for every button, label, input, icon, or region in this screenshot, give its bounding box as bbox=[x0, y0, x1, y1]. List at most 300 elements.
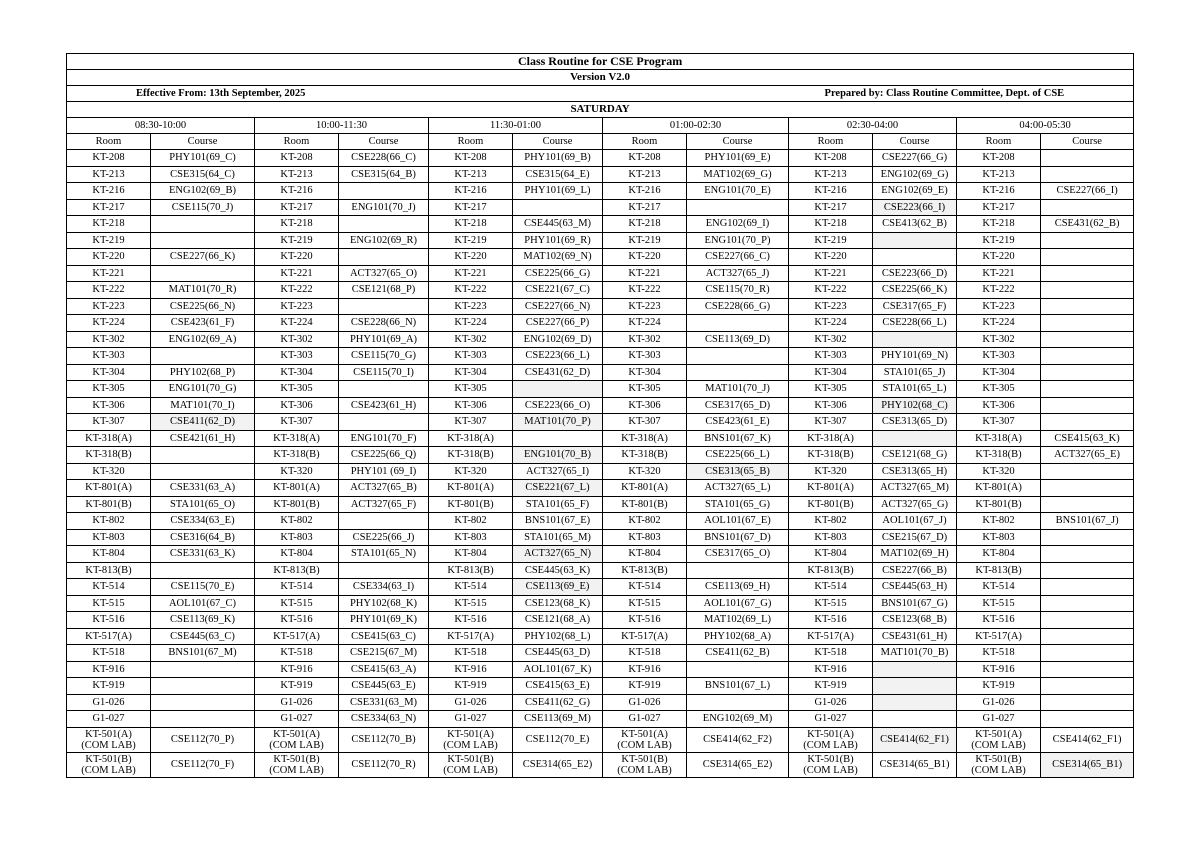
room-cell: KT-801(B) bbox=[789, 496, 873, 513]
room-cell: KT-802 bbox=[789, 513, 873, 530]
course-cell: CSE445(63_C) bbox=[151, 628, 255, 645]
course-cell: STA101(65_G) bbox=[687, 496, 789, 513]
course-cell: PHY101(69_E) bbox=[687, 150, 789, 167]
course-cell: CSE415(63_A) bbox=[339, 661, 429, 678]
course-cell: CSE228(66_L) bbox=[873, 315, 957, 332]
table-row bbox=[67, 199, 1134, 216]
room-cell: KT-222 bbox=[957, 282, 1041, 299]
course-cell: CSE445(63_H) bbox=[873, 579, 957, 596]
room-cell: KT-303 bbox=[67, 348, 151, 365]
course-cell: CSE317(65_F) bbox=[873, 298, 957, 315]
course-cell: CSE414(62_F1) bbox=[1041, 727, 1134, 752]
course-cell: AOL101(67_G) bbox=[687, 595, 789, 612]
course-cell: CSE411(62_D) bbox=[151, 414, 255, 431]
course-cell: CSE228(66_G) bbox=[687, 298, 789, 315]
table-row bbox=[67, 397, 1134, 414]
course-cell: CSE113(69_D) bbox=[687, 331, 789, 348]
room-cell: KT-216 bbox=[67, 183, 151, 200]
course-cell: ACT327(65_I) bbox=[513, 463, 603, 480]
room-cell: KT-802 bbox=[603, 513, 687, 530]
room-cell: KT-919 bbox=[67, 678, 151, 695]
room-cell: KT-222 bbox=[255, 282, 339, 299]
room-cell: KT-813(B) bbox=[957, 562, 1041, 579]
course-cell bbox=[1041, 463, 1134, 480]
room-cell: KT-802 bbox=[255, 513, 339, 530]
course-cell bbox=[151, 711, 255, 728]
course-cell bbox=[873, 232, 957, 249]
course-cell bbox=[151, 562, 255, 579]
course-cell bbox=[513, 199, 603, 216]
room-cell: KT-515 bbox=[603, 595, 687, 612]
course-column-header: Course bbox=[1041, 134, 1134, 150]
course-cell bbox=[1041, 612, 1134, 629]
room-cell: KT-304 bbox=[67, 364, 151, 381]
room-cell: KT-223 bbox=[957, 298, 1041, 315]
table-row bbox=[67, 579, 1134, 596]
course-cell: PHY101 (69_I) bbox=[339, 463, 429, 480]
course-cell: CSE112(70_P) bbox=[151, 727, 255, 752]
course-cell bbox=[687, 315, 789, 332]
room-cell: KT-804 bbox=[255, 546, 339, 563]
room-cell: KT-224 bbox=[789, 315, 873, 332]
room-cell: KT-517(A) bbox=[603, 628, 687, 645]
course-cell: PHY101(69_R) bbox=[513, 232, 603, 249]
course-cell bbox=[1041, 199, 1134, 216]
course-cell: CSE431(62_B) bbox=[1041, 216, 1134, 233]
room-cell: KT-302 bbox=[603, 331, 687, 348]
course-cell: CSE445(63_M) bbox=[513, 216, 603, 233]
course-cell: CSE113(69_K) bbox=[151, 612, 255, 629]
course-cell bbox=[1041, 546, 1134, 563]
course-cell bbox=[873, 694, 957, 711]
room-cell: KT-320 bbox=[957, 463, 1041, 480]
course-cell bbox=[1041, 579, 1134, 596]
course-cell bbox=[513, 381, 603, 398]
course-cell bbox=[513, 430, 603, 447]
time-slot-header: 01:00-02:30 bbox=[603, 118, 789, 134]
course-cell: CSE313(65_B) bbox=[687, 463, 789, 480]
room-cell: KT-219 bbox=[67, 232, 151, 249]
room-cell: KT-218 bbox=[429, 216, 513, 233]
course-cell: STA101(65_M) bbox=[513, 529, 603, 546]
room-cell: KT-514 bbox=[789, 579, 873, 596]
room-column-header: Room bbox=[789, 134, 873, 150]
room-cell: KT-219 bbox=[603, 232, 687, 249]
room-cell: KT-208 bbox=[255, 150, 339, 167]
table-row bbox=[67, 447, 1134, 464]
room-cell: KT-517(A) bbox=[67, 628, 151, 645]
room-column-header: Room bbox=[429, 134, 513, 150]
room-cell: KT-217 bbox=[789, 199, 873, 216]
room-cell: KT-919 bbox=[789, 678, 873, 695]
room-cell: KT-803 bbox=[957, 529, 1041, 546]
room-cell: KT-916 bbox=[255, 661, 339, 678]
course-column-header: Course bbox=[339, 134, 429, 150]
course-cell bbox=[1041, 315, 1134, 332]
course-cell bbox=[1041, 150, 1134, 167]
course-cell: CSE334(63_N) bbox=[339, 711, 429, 728]
course-column-header: Course bbox=[513, 134, 603, 150]
room-cell: KT-220 bbox=[255, 249, 339, 266]
course-cell: AOL101(67_E) bbox=[687, 513, 789, 530]
room-cell: KT-516 bbox=[957, 612, 1041, 629]
room-cell: KT-518 bbox=[255, 645, 339, 662]
course-cell: CSE331(63_K) bbox=[151, 546, 255, 563]
table-row bbox=[67, 661, 1134, 678]
course-cell: CSE221(67_C) bbox=[513, 282, 603, 299]
course-cell: ACT327(65_F) bbox=[339, 496, 429, 513]
room-cell: KT-223 bbox=[789, 298, 873, 315]
room-cell: KT-302 bbox=[957, 331, 1041, 348]
room-cell: KT-514 bbox=[957, 579, 1041, 596]
course-cell: CSE414(62_F2) bbox=[687, 727, 789, 752]
course-cell: CSE115(70_R) bbox=[687, 282, 789, 299]
course-cell bbox=[151, 265, 255, 282]
room-cell: KT-803 bbox=[67, 529, 151, 546]
course-cell: CSE215(67_M) bbox=[339, 645, 429, 662]
course-cell: CSE314(65_E2) bbox=[687, 752, 789, 777]
course-cell: CSE123(68_K) bbox=[513, 595, 603, 612]
room-cell: KT-303 bbox=[429, 348, 513, 365]
room-cell: KT-213 bbox=[957, 166, 1041, 183]
room-cell: KT-501(A) (COM LAB) bbox=[67, 727, 151, 752]
table-row bbox=[67, 529, 1134, 546]
course-cell: ACT327(65_N) bbox=[513, 546, 603, 563]
course-cell: ACT327(65_G) bbox=[873, 496, 957, 513]
room-cell: KT-302 bbox=[255, 331, 339, 348]
room-cell: KT-516 bbox=[67, 612, 151, 629]
room-cell: KT-303 bbox=[957, 348, 1041, 365]
room-cell: KT-218 bbox=[255, 216, 339, 233]
course-cell: PHY101(69_N) bbox=[873, 348, 957, 365]
column-header-row bbox=[67, 134, 1134, 150]
table-row bbox=[67, 546, 1134, 563]
room-cell: KT-217 bbox=[255, 199, 339, 216]
time-slot-header: 02:30-04:00 bbox=[789, 118, 957, 134]
room-cell: KT-221 bbox=[603, 265, 687, 282]
course-cell: ACT327(65_E) bbox=[1041, 447, 1134, 464]
table-row bbox=[67, 331, 1134, 348]
room-cell: KT-804 bbox=[67, 546, 151, 563]
room-cell: KT-217 bbox=[957, 199, 1041, 216]
room-cell: KT-304 bbox=[789, 364, 873, 381]
room-cell: KT-307 bbox=[429, 414, 513, 431]
course-cell bbox=[1041, 265, 1134, 282]
course-cell bbox=[151, 678, 255, 695]
course-cell: CSE225(66_G) bbox=[513, 265, 603, 282]
room-cell: KT-320 bbox=[67, 463, 151, 480]
course-cell: CSE223(66_O) bbox=[513, 397, 603, 414]
room-cell: KT-515 bbox=[255, 595, 339, 612]
room-cell: KT-501(B) (COM LAB) bbox=[603, 752, 687, 777]
course-cell: ENG101(70_E) bbox=[687, 183, 789, 200]
room-cell: KT-813(B) bbox=[789, 562, 873, 579]
room-cell: KT-501(A) (COM LAB) bbox=[603, 727, 687, 752]
course-cell: ACT327(65_M) bbox=[873, 480, 957, 497]
course-cell: CSE431(61_H) bbox=[873, 628, 957, 645]
course-cell: CSE121(68_P) bbox=[339, 282, 429, 299]
course-cell: CSE415(63_K) bbox=[1041, 430, 1134, 447]
course-cell bbox=[687, 694, 789, 711]
course-cell: CSE227(66_K) bbox=[151, 249, 255, 266]
room-cell: KT-208 bbox=[957, 150, 1041, 167]
room-cell: KT-813(B) bbox=[603, 562, 687, 579]
room-cell: KT-501(B) (COM LAB) bbox=[957, 752, 1041, 777]
room-cell: G1-027 bbox=[67, 711, 151, 728]
room-cell: KT-801(B) bbox=[67, 496, 151, 513]
table-row bbox=[67, 513, 1134, 530]
room-cell: KT-216 bbox=[429, 183, 513, 200]
room-cell: KT-514 bbox=[429, 579, 513, 596]
lab-row bbox=[67, 727, 1134, 752]
room-cell: KT-217 bbox=[429, 199, 513, 216]
course-cell bbox=[339, 298, 429, 315]
course-cell: PHY102(68_P) bbox=[151, 364, 255, 381]
room-cell: KT-218 bbox=[957, 216, 1041, 233]
room-cell: KT-307 bbox=[789, 414, 873, 431]
room-cell: KT-501(B) (COM LAB) bbox=[789, 752, 873, 777]
room-cell: KT-801(A) bbox=[255, 480, 339, 497]
table-row bbox=[67, 298, 1134, 315]
course-cell: ACT327(65_B) bbox=[339, 480, 429, 497]
table-row bbox=[67, 381, 1134, 398]
course-cell: CSE334(63_E) bbox=[151, 513, 255, 530]
course-cell: PHY101(69_A) bbox=[339, 331, 429, 348]
course-cell: ACT327(65_J) bbox=[687, 265, 789, 282]
room-cell: KT-307 bbox=[957, 414, 1041, 431]
course-cell: CSE413(62_B) bbox=[873, 216, 957, 233]
room-cell: KT-801(B) bbox=[255, 496, 339, 513]
course-cell: BNS101(67_K) bbox=[687, 430, 789, 447]
room-cell: KT-304 bbox=[255, 364, 339, 381]
room-cell: KT-514 bbox=[255, 579, 339, 596]
room-cell: KT-305 bbox=[789, 381, 873, 398]
room-cell: KT-320 bbox=[255, 463, 339, 480]
room-cell: KT-218 bbox=[603, 216, 687, 233]
room-cell: KT-217 bbox=[67, 199, 151, 216]
time-slot-row bbox=[67, 118, 1134, 134]
room-cell: KT-304 bbox=[429, 364, 513, 381]
course-cell bbox=[1041, 496, 1134, 513]
table-row bbox=[67, 645, 1134, 662]
course-cell bbox=[687, 661, 789, 678]
course-cell: STA101(65_J) bbox=[873, 364, 957, 381]
course-cell bbox=[1041, 298, 1134, 315]
room-cell: KT-305 bbox=[67, 381, 151, 398]
room-cell: KT-224 bbox=[67, 315, 151, 332]
room-cell: KT-801(A) bbox=[603, 480, 687, 497]
room-cell: KT-222 bbox=[429, 282, 513, 299]
course-cell bbox=[873, 711, 957, 728]
course-cell: CSE225(66_L) bbox=[687, 447, 789, 464]
course-column-header: Course bbox=[687, 134, 789, 150]
room-cell: KT-305 bbox=[957, 381, 1041, 398]
course-cell: ENG101(70_B) bbox=[513, 447, 603, 464]
table-row bbox=[67, 595, 1134, 612]
room-cell: KT-802 bbox=[429, 513, 513, 530]
course-cell: CSE112(70_R) bbox=[339, 752, 429, 777]
course-cell: MAT102(69_L) bbox=[687, 612, 789, 629]
room-cell: KT-318(B) bbox=[255, 447, 339, 464]
table-row bbox=[67, 480, 1134, 497]
course-cell: PHY101(69_B) bbox=[513, 150, 603, 167]
course-cell: CSE215(67_D) bbox=[873, 529, 957, 546]
course-cell: CSE445(63_K) bbox=[513, 562, 603, 579]
room-cell: KT-803 bbox=[789, 529, 873, 546]
room-cell: KT-516 bbox=[603, 612, 687, 629]
room-cell: KT-514 bbox=[67, 579, 151, 596]
course-cell: CSE331(63_A) bbox=[151, 480, 255, 497]
room-cell: KT-208 bbox=[603, 150, 687, 167]
course-column-header: Course bbox=[151, 134, 255, 150]
table-row bbox=[67, 711, 1134, 728]
room-column-header: Room bbox=[957, 134, 1041, 150]
room-cell: KT-803 bbox=[429, 529, 513, 546]
course-cell bbox=[873, 430, 957, 447]
course-cell bbox=[339, 562, 429, 579]
room-cell: G1-027 bbox=[429, 711, 513, 728]
room-cell: KT-303 bbox=[789, 348, 873, 365]
course-cell: CSE314(65_B1) bbox=[873, 752, 957, 777]
room-cell: KT-219 bbox=[255, 232, 339, 249]
room-cell: KT-801(A) bbox=[789, 480, 873, 497]
course-cell: CSE315(64_B) bbox=[339, 166, 429, 183]
course-cell: CSE123(68_B) bbox=[873, 612, 957, 629]
room-cell: KT-306 bbox=[789, 397, 873, 414]
course-cell: CSE113(69_H) bbox=[687, 579, 789, 596]
room-cell: KT-518 bbox=[957, 645, 1041, 662]
room-cell: KT-223 bbox=[603, 298, 687, 315]
room-cell: KT-916 bbox=[789, 661, 873, 678]
room-cell: KT-222 bbox=[789, 282, 873, 299]
day-label: SATURDAY bbox=[67, 102, 1134, 118]
room-cell: KT-318(A) bbox=[255, 430, 339, 447]
room-cell: G1-026 bbox=[603, 694, 687, 711]
course-cell: CSE423(61_E) bbox=[687, 414, 789, 431]
room-cell: KT-224 bbox=[255, 315, 339, 332]
table-row bbox=[67, 150, 1134, 167]
course-cell: ENG102(69_I) bbox=[687, 216, 789, 233]
document-title: Class Routine for CSE Program bbox=[67, 54, 1134, 70]
course-cell bbox=[339, 249, 429, 266]
course-cell: ENG101(70_F) bbox=[339, 430, 429, 447]
course-cell: CSE411(62_B) bbox=[687, 645, 789, 662]
room-column-header: Room bbox=[603, 134, 687, 150]
room-cell: KT-305 bbox=[255, 381, 339, 398]
course-cell: CSE228(66_N) bbox=[339, 315, 429, 332]
course-cell: AOL101(67_K) bbox=[513, 661, 603, 678]
room-cell: KT-916 bbox=[603, 661, 687, 678]
room-cell: KT-217 bbox=[603, 199, 687, 216]
course-cell bbox=[1041, 331, 1134, 348]
room-cell: KT-318(A) bbox=[789, 430, 873, 447]
course-cell bbox=[1041, 232, 1134, 249]
room-cell: KT-804 bbox=[603, 546, 687, 563]
course-cell: CSE316(64_B) bbox=[151, 529, 255, 546]
course-cell bbox=[151, 463, 255, 480]
room-cell: KT-514 bbox=[603, 579, 687, 596]
room-cell: KT-318(B) bbox=[789, 447, 873, 464]
course-cell: CSE112(70_E) bbox=[513, 727, 603, 752]
room-cell: KT-208 bbox=[789, 150, 873, 167]
course-cell: PHY101(69_C) bbox=[151, 150, 255, 167]
course-cell: CSE112(70_F) bbox=[151, 752, 255, 777]
course-cell: CSE423(61_F) bbox=[151, 315, 255, 332]
course-cell bbox=[1041, 628, 1134, 645]
course-cell: CSE227(66_C) bbox=[687, 249, 789, 266]
room-cell: KT-219 bbox=[789, 232, 873, 249]
room-cell: G1-027 bbox=[603, 711, 687, 728]
course-cell bbox=[339, 216, 429, 233]
course-cell: CSE315(64_C) bbox=[151, 166, 255, 183]
time-slot-header: 10:00-11:30 bbox=[255, 118, 429, 134]
table-row bbox=[67, 628, 1134, 645]
room-cell: KT-516 bbox=[255, 612, 339, 629]
room-cell: KT-306 bbox=[67, 397, 151, 414]
course-cell: BNS101(67_M) bbox=[151, 645, 255, 662]
course-cell bbox=[339, 381, 429, 398]
course-cell bbox=[1041, 282, 1134, 299]
course-cell: ENG102(69_E) bbox=[873, 183, 957, 200]
room-cell: KT-501(A) (COM LAB) bbox=[255, 727, 339, 752]
course-cell bbox=[1041, 166, 1134, 183]
room-cell: KT-224 bbox=[429, 315, 513, 332]
room-column-header: Room bbox=[67, 134, 151, 150]
course-cell: MAT102(69_H) bbox=[873, 546, 957, 563]
course-cell: STA101(65_O) bbox=[151, 496, 255, 513]
table-row bbox=[67, 678, 1134, 695]
room-cell: KT-320 bbox=[429, 463, 513, 480]
course-cell: BNS101(67_E) bbox=[513, 513, 603, 530]
course-cell: PHY102(68_K) bbox=[339, 595, 429, 612]
course-cell bbox=[873, 678, 957, 695]
course-cell: ENG102(69_M) bbox=[687, 711, 789, 728]
course-cell: CSE223(66_L) bbox=[513, 348, 603, 365]
course-cell bbox=[1041, 397, 1134, 414]
table-row bbox=[67, 430, 1134, 447]
course-cell: CSE415(63_E) bbox=[513, 678, 603, 695]
course-cell: MAT101(70_P) bbox=[513, 414, 603, 431]
room-cell: KT-804 bbox=[789, 546, 873, 563]
room-cell: G1-026 bbox=[429, 694, 513, 711]
course-cell: CSE313(65_H) bbox=[873, 463, 957, 480]
room-cell: G1-026 bbox=[957, 694, 1041, 711]
room-cell: KT-916 bbox=[67, 661, 151, 678]
table-row bbox=[67, 265, 1134, 282]
course-cell: CSE334(63_I) bbox=[339, 579, 429, 596]
table-row bbox=[67, 348, 1134, 365]
room-cell: KT-302 bbox=[789, 331, 873, 348]
room-cell: KT-223 bbox=[255, 298, 339, 315]
course-cell: AOL101(67_C) bbox=[151, 595, 255, 612]
room-cell: KT-801(B) bbox=[957, 496, 1041, 513]
room-cell: KT-515 bbox=[957, 595, 1041, 612]
course-cell: CSE317(65_O) bbox=[687, 546, 789, 563]
room-cell: KT-320 bbox=[603, 463, 687, 480]
room-cell: KT-517(A) bbox=[957, 628, 1041, 645]
course-cell: CSE115(70_E) bbox=[151, 579, 255, 596]
room-cell: KT-302 bbox=[67, 331, 151, 348]
course-cell: CSE415(63_C) bbox=[339, 628, 429, 645]
room-cell: KT-213 bbox=[603, 166, 687, 183]
room-cell: KT-919 bbox=[429, 678, 513, 695]
course-cell: BNS101(67_J) bbox=[1041, 513, 1134, 530]
course-cell: CSE115(70_J) bbox=[151, 199, 255, 216]
room-cell: KT-801(A) bbox=[67, 480, 151, 497]
course-cell bbox=[1041, 711, 1134, 728]
course-cell bbox=[873, 249, 957, 266]
course-column-header: Course bbox=[873, 134, 957, 150]
